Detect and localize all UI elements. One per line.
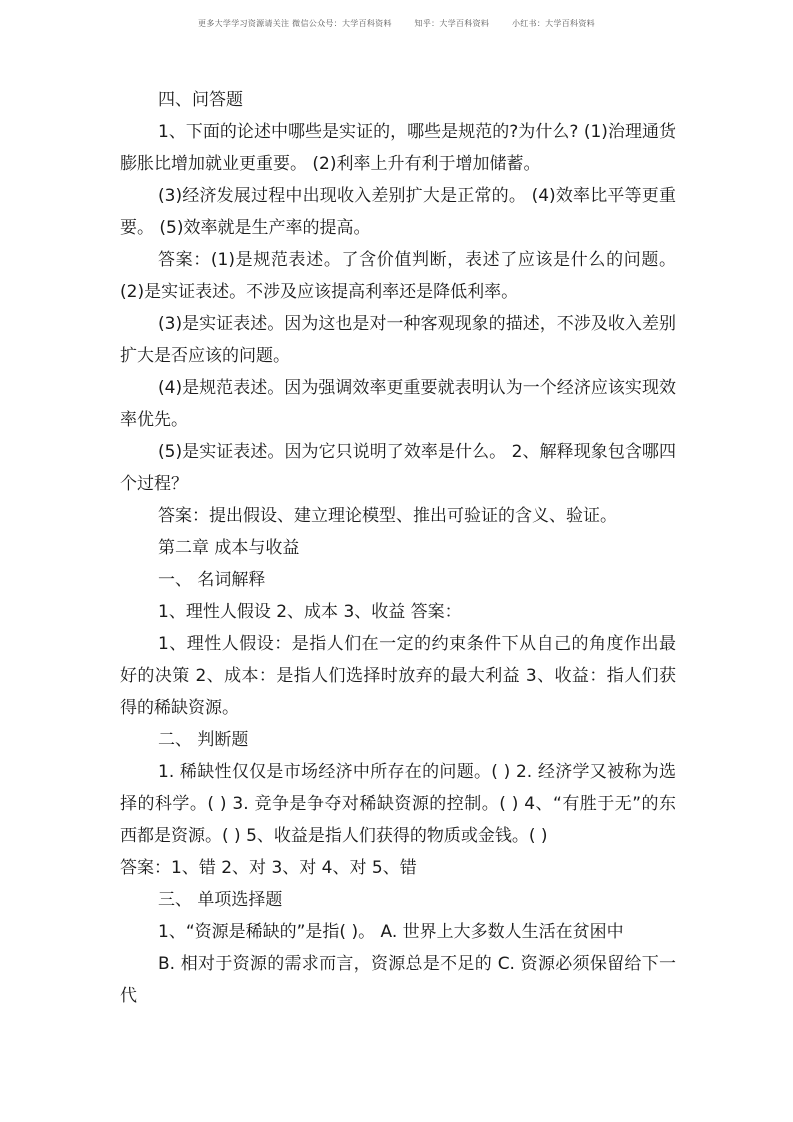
choice-question-1-options: B. 相对于资源的需求而言，资源总是不足的 C. 资源必须保留给下一代 (120, 954, 676, 1006)
answer-1-item-3: (3)是实证表述。因为这也是对一种客观现象的描述，不涉及收入差别扩大是否应该的问题。 (120, 314, 676, 366)
section-title-terms: 一、 名词解释 (158, 570, 266, 590)
terms-list: 1、理性人假设 2、成本 3、收益 答案： (158, 602, 462, 622)
judgment-answer: 答案：1、错 2、对 3、对 4、对 5、错 (120, 858, 417, 878)
terms-answer: 1、理性人假设：是指人们在一定的约束条件下从自己的角度作出最好的决策 2、成本：是指人们选择时放弃的最大利益 3、收益：指人们获得的稀缺资源。 (120, 634, 676, 718)
answer-2: 答案：提出假设、建立理论模型、推出可验证的含义、验证。 (158, 506, 617, 526)
judgment-questions: 1. 稀缺性仅仅是市场经济中所存在的问题。( ) 2. 经济学又被称为选择的科学。( ) 3. 竞争是争夺对稀缺资源的控制。( ) 4、“有胜于无”的东西都是资源。( ) 5、收益是指人们获得的物质或金钱。( ) (120, 762, 676, 846)
document-body (120, 84, 676, 1012)
section-title-judgment: 二、 判断题 (158, 730, 249, 750)
question-1-cont: (3)经济发展过程中出现收入差别扩大是正常的。 (4)效率比平等更重要。 (5)效率就是生产率的提高。 (120, 186, 676, 238)
page-header: 更多大学学习资源请关注 微信公众号：大学百科资料 知乎：大学百科资料 小红书：大学百科资料 (198, 19, 595, 28)
choice-question-1: 1、“资源是稀缺的”是指( )。 A. 世界上大多数人生活在贫困中 (158, 922, 624, 942)
section-title-choice: 三、 单项选择题 (158, 890, 283, 910)
section-title-qa: 四、问答题 (158, 90, 243, 110)
question-1: 1、下面的论述中哪些是实证的，哪些是规范的?为什么? (1)治理通货膨胀比增加就业更重要。 (2)利率上升有利于增加储蓄。 (120, 122, 676, 174)
chapter-title: 第二章 成本与收益 (158, 538, 300, 558)
answer-1: 答案：(1)是规范表述。了含价值判断，表述了应该是什么的问题。(2)是实证表述。不涉及应该提高利率还是降低利率。 (120, 250, 676, 302)
answer-1-item-4: (4)是规范表述。因为强调效率更重要就表明认为一个经济应该实现效率优先。 (120, 378, 676, 430)
answer-1-item-5: (5)是实证表述。因为它只说明了效率是什么。 2、解释现象包含哪四个过程？ (120, 442, 676, 494)
